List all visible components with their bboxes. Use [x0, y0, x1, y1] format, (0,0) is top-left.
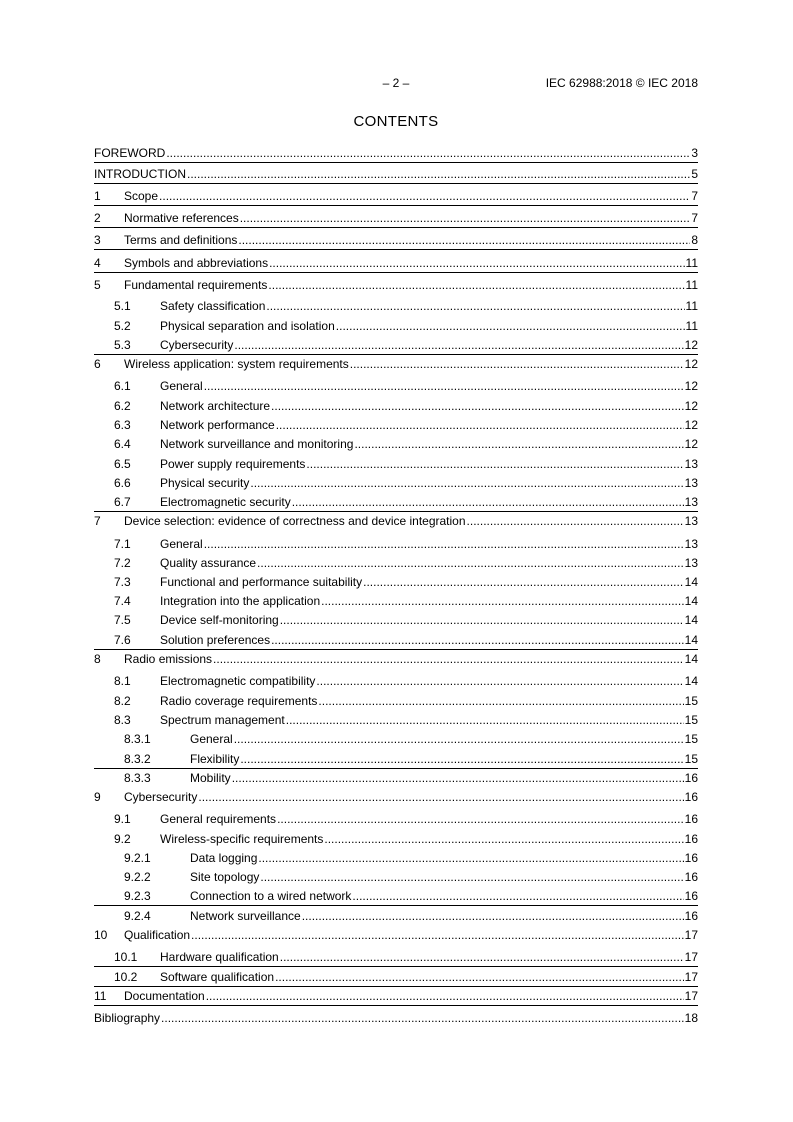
toc-entry-page: 12 [684, 418, 698, 432]
toc-leader-dots [232, 771, 684, 785]
toc-entry-page: 17 [684, 970, 698, 984]
toc-entry-number: 7.3 [114, 575, 131, 589]
toc-entry-number: 1 [94, 189, 101, 203]
toc-entry-number: 7.4 [114, 594, 131, 608]
toc-entry-label: Physical security [160, 476, 250, 490]
toc-leader-dots [302, 909, 684, 923]
toc-divider [94, 1005, 698, 1006]
toc-entry[interactable] [94, 231, 698, 247]
toc-entry-label: Fundamental requirements [124, 278, 268, 292]
toc-entry[interactable] [94, 711, 698, 727]
toc-entry-number: 7.5 [114, 613, 131, 627]
toc-leader-dots [269, 256, 684, 270]
toc-entry-label: Documentation [124, 989, 205, 1003]
toc-entry-label: Network architecture [160, 399, 271, 413]
toc-entry-number: 7.6 [114, 633, 131, 647]
toc-entry[interactable] [94, 435, 698, 451]
toc-entry[interactable] [94, 650, 698, 666]
toc-divider [94, 272, 698, 273]
toc-entry-page: 7 [691, 211, 698, 225]
toc-entry-label: Terms and definitions [124, 233, 238, 247]
toc-entry-number: 6.2 [114, 399, 131, 413]
toc-entry-label: Scope [124, 189, 159, 203]
toc-entry-label: Wireless application: system requirements [124, 357, 349, 371]
toc-entry-page: 14 [684, 652, 698, 666]
toc-entry[interactable] [94, 868, 698, 884]
toc-leader-dots [318, 694, 683, 708]
toc-leader-dots [159, 189, 690, 203]
toc-entry-number: 8.2 [114, 694, 131, 708]
toc-entry[interactable] [94, 810, 698, 826]
toc-entry-number: 8.3 [114, 713, 131, 727]
toc-entry-number: 6 [94, 357, 101, 371]
toc-entry-page: 3 [691, 146, 698, 160]
toc-entry-page: 17 [684, 989, 698, 1003]
toc-entry-page: 13 [684, 514, 698, 528]
toc-entry-number: 3 [94, 233, 101, 247]
toc-entry-number: 11 [94, 989, 107, 1003]
toc-entry[interactable] [94, 165, 698, 181]
toc-leader-dots [280, 613, 684, 627]
toc-entry-label: Device self-monitoring [160, 613, 279, 627]
toc-entry-label: Flexibility [190, 752, 240, 766]
toc-entry-label: Wireless-specific requirements [160, 832, 324, 846]
toc-leader-dots [280, 950, 684, 964]
page-title: CONTENTS [353, 113, 439, 130]
toc-entry[interactable] [94, 968, 698, 984]
toc-entry[interactable] [94, 611, 698, 627]
toc-entry-label: Mobility [190, 771, 231, 785]
toc-entry[interactable] [94, 849, 698, 865]
toc-divider [94, 183, 698, 184]
toc-entry[interactable] [94, 573, 698, 589]
toc-entry-page: 16 [684, 870, 698, 884]
toc-leader-dots [240, 211, 691, 225]
toc-entry-number: 6.4 [114, 437, 131, 451]
toc-entry[interactable] [94, 926, 698, 942]
toc-entry[interactable] [94, 317, 698, 333]
toc-entry-page: 7 [691, 189, 698, 203]
toc-entry-page: 15 [684, 752, 698, 766]
toc-entry-page: 12 [684, 437, 698, 451]
toc-entry-label: Electromagnetic security [160, 495, 291, 509]
toc-entry-number: 6.3 [114, 418, 131, 432]
toc-entry-number: 9.1 [114, 812, 131, 826]
toc-leader-dots [187, 167, 690, 181]
toc-leader-dots [234, 732, 684, 746]
toc-divider [94, 249, 698, 250]
toc-entry[interactable] [94, 455, 698, 471]
toc-entry-page: 15 [684, 694, 698, 708]
toc-leader-dots [191, 928, 684, 942]
toc-entry-page: 16 [684, 851, 698, 865]
toc-entry-label: FOREWORD [94, 146, 166, 160]
toc-entry-label: Software qualification [160, 970, 275, 984]
toc-entry[interactable] [94, 887, 698, 903]
toc-entry-label: General [190, 732, 233, 746]
toc-entry-number: 7.1 [114, 537, 131, 551]
toc-leader-dots [324, 832, 683, 846]
toc-entry-page: 16 [684, 889, 698, 903]
toc-leader-dots [250, 476, 683, 490]
toc-entry-label: Device selection: evidence of correctness and device integration [124, 514, 466, 528]
toc-entry[interactable] [94, 1009, 698, 1025]
toc-entry-page: 14 [684, 674, 698, 688]
toc-entry-page: 15 [684, 713, 698, 727]
toc-entry-label: Connection to a wired network [190, 889, 352, 903]
toc-divider [94, 905, 698, 906]
toc-entry-number: 8.1 [114, 674, 131, 688]
toc-entry-label: Network surveillance and monitoring [160, 437, 354, 451]
toc-entry-number: 8.3.1 [124, 732, 151, 746]
toc-entry-label: Site topology [190, 870, 260, 884]
toc-leader-dots [213, 652, 684, 666]
toc-entry-page: 11 [685, 299, 698, 313]
toc-entry-label: Spectrum management [160, 713, 285, 727]
toc-entry-page: 13 [684, 537, 698, 551]
toc-entry-number: 5.2 [114, 319, 131, 333]
toc-entry-page: 13 [684, 476, 698, 490]
toc-entry[interactable] [94, 336, 698, 352]
page-header [94, 76, 698, 92]
toc-entry[interactable] [94, 769, 698, 785]
toc-entry-label: Qualification [124, 928, 191, 942]
toc-entry-number: 5.1 [114, 299, 131, 313]
toc-entry-label: Radio coverage requirements [160, 694, 318, 708]
toc-leader-dots [161, 1011, 684, 1025]
toc-leader-dots [276, 418, 684, 432]
toc-entry-number: 6.7 [114, 495, 131, 509]
toc-entry-number: 6.6 [114, 476, 131, 490]
toc-divider [94, 966, 698, 967]
toc-leader-dots [234, 338, 683, 352]
toc-entry-page: 13 [684, 556, 698, 570]
toc-entry-page: 16 [684, 790, 698, 804]
toc-entry[interactable] [94, 535, 698, 551]
toc-entry-page: 11 [685, 278, 698, 292]
toc-entry[interactable] [94, 276, 698, 292]
toc-entry[interactable] [94, 907, 698, 923]
toc-entry[interactable] [94, 592, 698, 608]
toc-leader-dots [363, 575, 684, 589]
toc-leader-dots [271, 633, 684, 647]
toc-entry[interactable] [94, 397, 698, 413]
toc-entry[interactable] [94, 788, 698, 804]
toc-entry-label: Physical separation and isolation [160, 319, 335, 333]
toc-entry-number: 6.5 [114, 457, 131, 471]
toc-entry-label: Electromagnetic compatibility [160, 674, 316, 688]
toc-leader-dots [271, 399, 684, 413]
toc-entry-label: Functional and performance suitability [160, 575, 363, 589]
toc-leader-dots [277, 812, 684, 826]
toc-entry[interactable] [94, 830, 698, 846]
toc-entry[interactable] [94, 631, 698, 647]
toc-entry-label: Bibliography [94, 1011, 161, 1025]
toc-entry[interactable] [94, 144, 698, 160]
toc-entry-label: Solution preferences [160, 633, 271, 647]
toc-divider [94, 162, 698, 163]
toc-entry-label: Hardware qualification [160, 950, 279, 964]
toc-entry-page: 17 [684, 950, 698, 964]
toc-entry[interactable] [94, 493, 698, 509]
toc-entry-page: 16 [684, 832, 698, 846]
toc-entry-number: 10.1 [114, 950, 138, 964]
toc-leader-dots [260, 870, 683, 884]
toc-entry-page: 12 [684, 338, 698, 352]
toc-leader-dots [166, 146, 690, 160]
toc-leader-dots [286, 713, 684, 727]
toc-entry-number: 9.2.1 [124, 851, 151, 865]
toc-entry[interactable] [94, 254, 698, 270]
toc-divider [94, 205, 698, 206]
toc-entry[interactable] [94, 355, 698, 371]
toc-entry-number: 6.1 [114, 379, 131, 393]
toc-entry-page: 11 [685, 319, 698, 333]
toc-entry-page: 15 [684, 732, 698, 746]
toc-entry-label: General [160, 537, 203, 551]
toc-entry-number: 10.2 [114, 970, 138, 984]
toc-entry[interactable] [94, 692, 698, 708]
toc-entry[interactable] [94, 948, 698, 964]
document-id: IEC 62988:2018 © IEC 2018 [545, 76, 698, 90]
toc-leader-dots [198, 790, 683, 804]
toc-entry-label: Power supply requirements [160, 457, 306, 471]
toc-entry[interactable] [94, 987, 698, 1003]
toc-entry-page: 14 [684, 575, 698, 589]
toc-leader-dots [204, 379, 684, 393]
toc-leader-dots [467, 514, 684, 528]
toc-entry-label: Normative references [124, 211, 239, 225]
toc-entry-label: Cybersecurity [124, 790, 198, 804]
toc-entry[interactable] [94, 416, 698, 432]
toc-entry-label: General requirements [160, 812, 277, 826]
toc-entry-page: 16 [684, 771, 698, 785]
toc-entry-page: 14 [684, 613, 698, 627]
toc-entry-page: 17 [684, 928, 698, 942]
toc-entry-number: 9.2.3 [124, 889, 151, 903]
toc-entry-label: Data logging [190, 851, 258, 865]
toc-entry-label: INTRODUCTION [94, 167, 186, 181]
toc-entry-label: Symbols and abbreviations [124, 256, 269, 270]
toc-entry-page: 8 [691, 233, 698, 247]
toc-leader-dots [350, 357, 684, 371]
toc-entry[interactable] [94, 297, 698, 313]
toc-entry-page: 11 [685, 256, 698, 270]
toc-entry-number: 4 [94, 256, 101, 270]
toc-entry[interactable] [94, 187, 698, 203]
toc-entry-label: Network surveillance [190, 909, 301, 923]
toc-entry-page: 16 [684, 909, 698, 923]
toc-entry-page: 14 [684, 594, 698, 608]
toc-leader-dots [292, 495, 684, 509]
toc-entry-page: 13 [684, 495, 698, 509]
toc-entry-number: 8.3.2 [124, 752, 151, 766]
toc-entry-label: General [160, 379, 203, 393]
toc-entry-page: 12 [684, 399, 698, 413]
toc-entry-number: 7 [94, 514, 101, 528]
toc-entry[interactable] [94, 377, 698, 393]
toc-leader-dots [266, 299, 684, 313]
toc-leader-dots [240, 752, 683, 766]
toc-leader-dots [316, 674, 683, 688]
toc-entry-label: Safety classification [160, 299, 266, 313]
toc-leader-dots [204, 537, 684, 551]
toc-entry-page: 12 [684, 357, 698, 371]
toc-leader-dots [268, 278, 684, 292]
toc-entry-label: Quality assurance [160, 556, 257, 570]
toc-entry-page: 16 [684, 812, 698, 826]
toc-leader-dots [257, 556, 684, 570]
toc-entry-page: 14 [684, 633, 698, 647]
toc-leader-dots [206, 989, 684, 1003]
toc-entry-number: 9 [94, 790, 101, 804]
toc-entry-number: 5.3 [114, 338, 131, 352]
toc-entry[interactable] [94, 512, 698, 528]
toc-leader-dots [238, 233, 690, 247]
page-number: – 2 – [382, 76, 410, 90]
toc-leader-dots [336, 319, 685, 333]
toc-entry-number: 9.2 [114, 832, 131, 846]
toc-leader-dots [354, 437, 683, 451]
toc-entry[interactable] [94, 474, 698, 490]
toc-leader-dots [275, 970, 684, 984]
toc-entry-number: 2 [94, 211, 101, 225]
toc-entry-label: Integration into the application [160, 594, 321, 608]
toc-leader-dots [321, 594, 684, 608]
toc-leader-dots [258, 851, 683, 865]
toc-entry-number: 9.2.2 [124, 870, 151, 884]
toc-entry-label: Network performance [160, 418, 275, 432]
toc-entry-number: 8 [94, 652, 101, 666]
toc-entry[interactable] [94, 730, 698, 746]
toc-entry-number: 8.3.3 [124, 771, 151, 785]
toc-entry-page: 5 [691, 167, 698, 181]
toc-entry-page: 13 [684, 457, 698, 471]
toc-entry-page: 18 [684, 1011, 698, 1025]
toc-leader-dots [306, 457, 683, 471]
toc-entry[interactable] [94, 672, 698, 688]
toc-entry-page: 12 [684, 379, 698, 393]
toc-entry-label: Radio emissions [124, 652, 213, 666]
toc-leader-dots [352, 889, 683, 903]
toc-entry-number: 5 [94, 278, 101, 292]
toc-entry-number: 7.2 [114, 556, 131, 570]
toc-entry[interactable] [94, 750, 698, 766]
toc-entry-number: 10 [94, 928, 108, 942]
toc-entry-label: Cybersecurity [160, 338, 234, 352]
toc-entry-number: 9.2.4 [124, 909, 151, 923]
toc-divider [94, 227, 698, 228]
toc-entry[interactable] [94, 554, 698, 570]
toc-entry[interactable] [94, 209, 698, 225]
